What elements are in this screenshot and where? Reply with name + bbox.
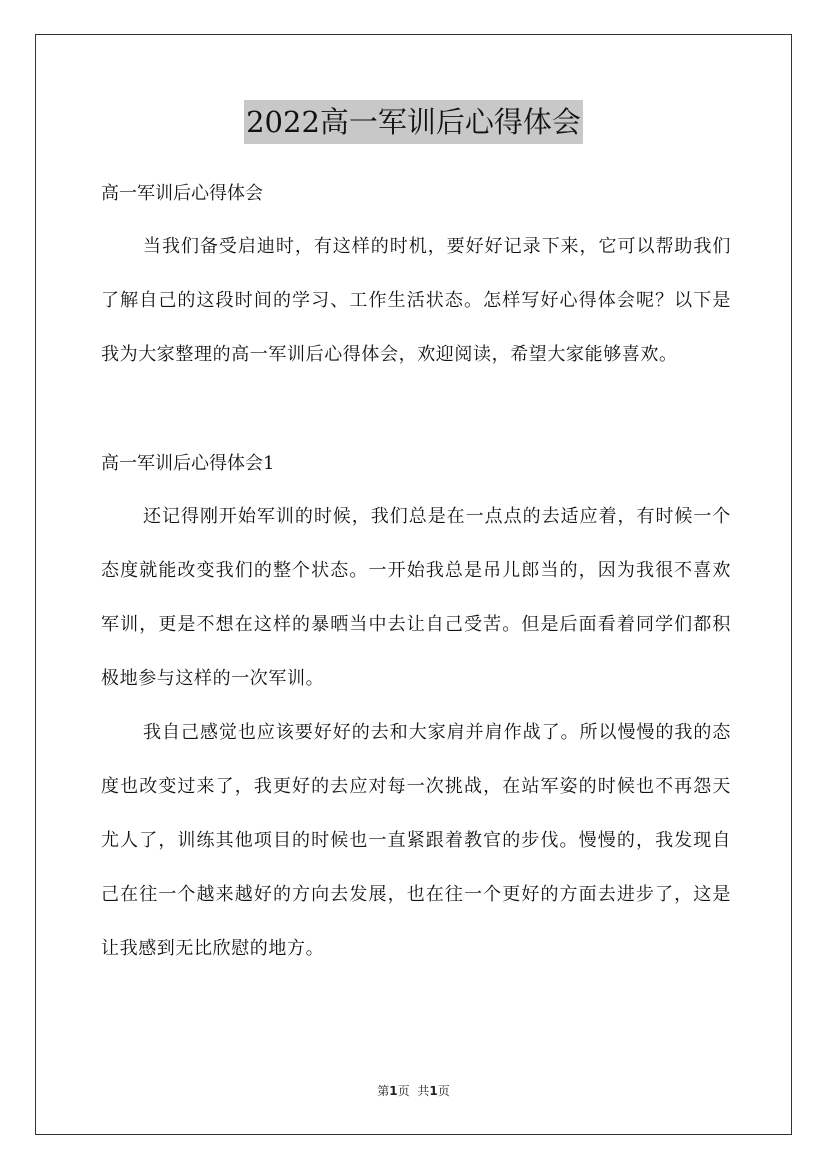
document-title: 2022高一军训后心得体会: [244, 100, 583, 144]
body-paragraph-2: 我自己感觉也应该要好好的去和大家肩并肩作战了。所以慢慢的我的态度也改变过来了，我更好的去应对每一次挑战，在站军姿的时候也不再怨天尤人了，训练其他项目的时候也一直紧跟着教官的步伐。慢慢的，我发现自己在往一个越来越好的方向去发展，也在往一个更好的方面去进步了，这是让我感到无比欣慰的地方。: [101, 722, 731, 959]
document-body: [101, 168, 731, 976]
page-footer: [0, 1082, 827, 1100]
total-suffix: 页: [437, 1084, 450, 1098]
total-pages: 1: [429, 1084, 438, 1098]
title-container: [0, 100, 827, 144]
page-prefix: 第: [377, 1084, 390, 1098]
body-paragraph-1: 还记得刚开始军训的时候，我们总是在一点点的去适应着，有时候一个态度就能改变我们的整个状态。一开始我总是吊儿郎当的，因为我很不喜欢军训，更是不想在这样的暴晒当中去让自己受苦。但是后面看着同学们都积极地参与这样的一次军训。: [101, 506, 731, 689]
section-heading: 高一军训后心得体会1: [101, 453, 275, 474]
page-suffix: 页: [397, 1084, 410, 1098]
intro-paragraph: 当我们备受启迪时，有这样的时机，要好好记录下来，它可以帮助我们了解自己的这段时间的学习、工作生活状态。怎样写好心得体会呢？以下是我为大家整理的高一军训后心得体会，欢迎阅读，希望大家能够喜欢。: [101, 236, 731, 365]
intro-heading: 高一军训后心得体会: [101, 183, 263, 204]
total-prefix: 共: [417, 1084, 430, 1098]
page-number: 1: [389, 1084, 398, 1098]
section-spacer: [101, 382, 731, 438]
